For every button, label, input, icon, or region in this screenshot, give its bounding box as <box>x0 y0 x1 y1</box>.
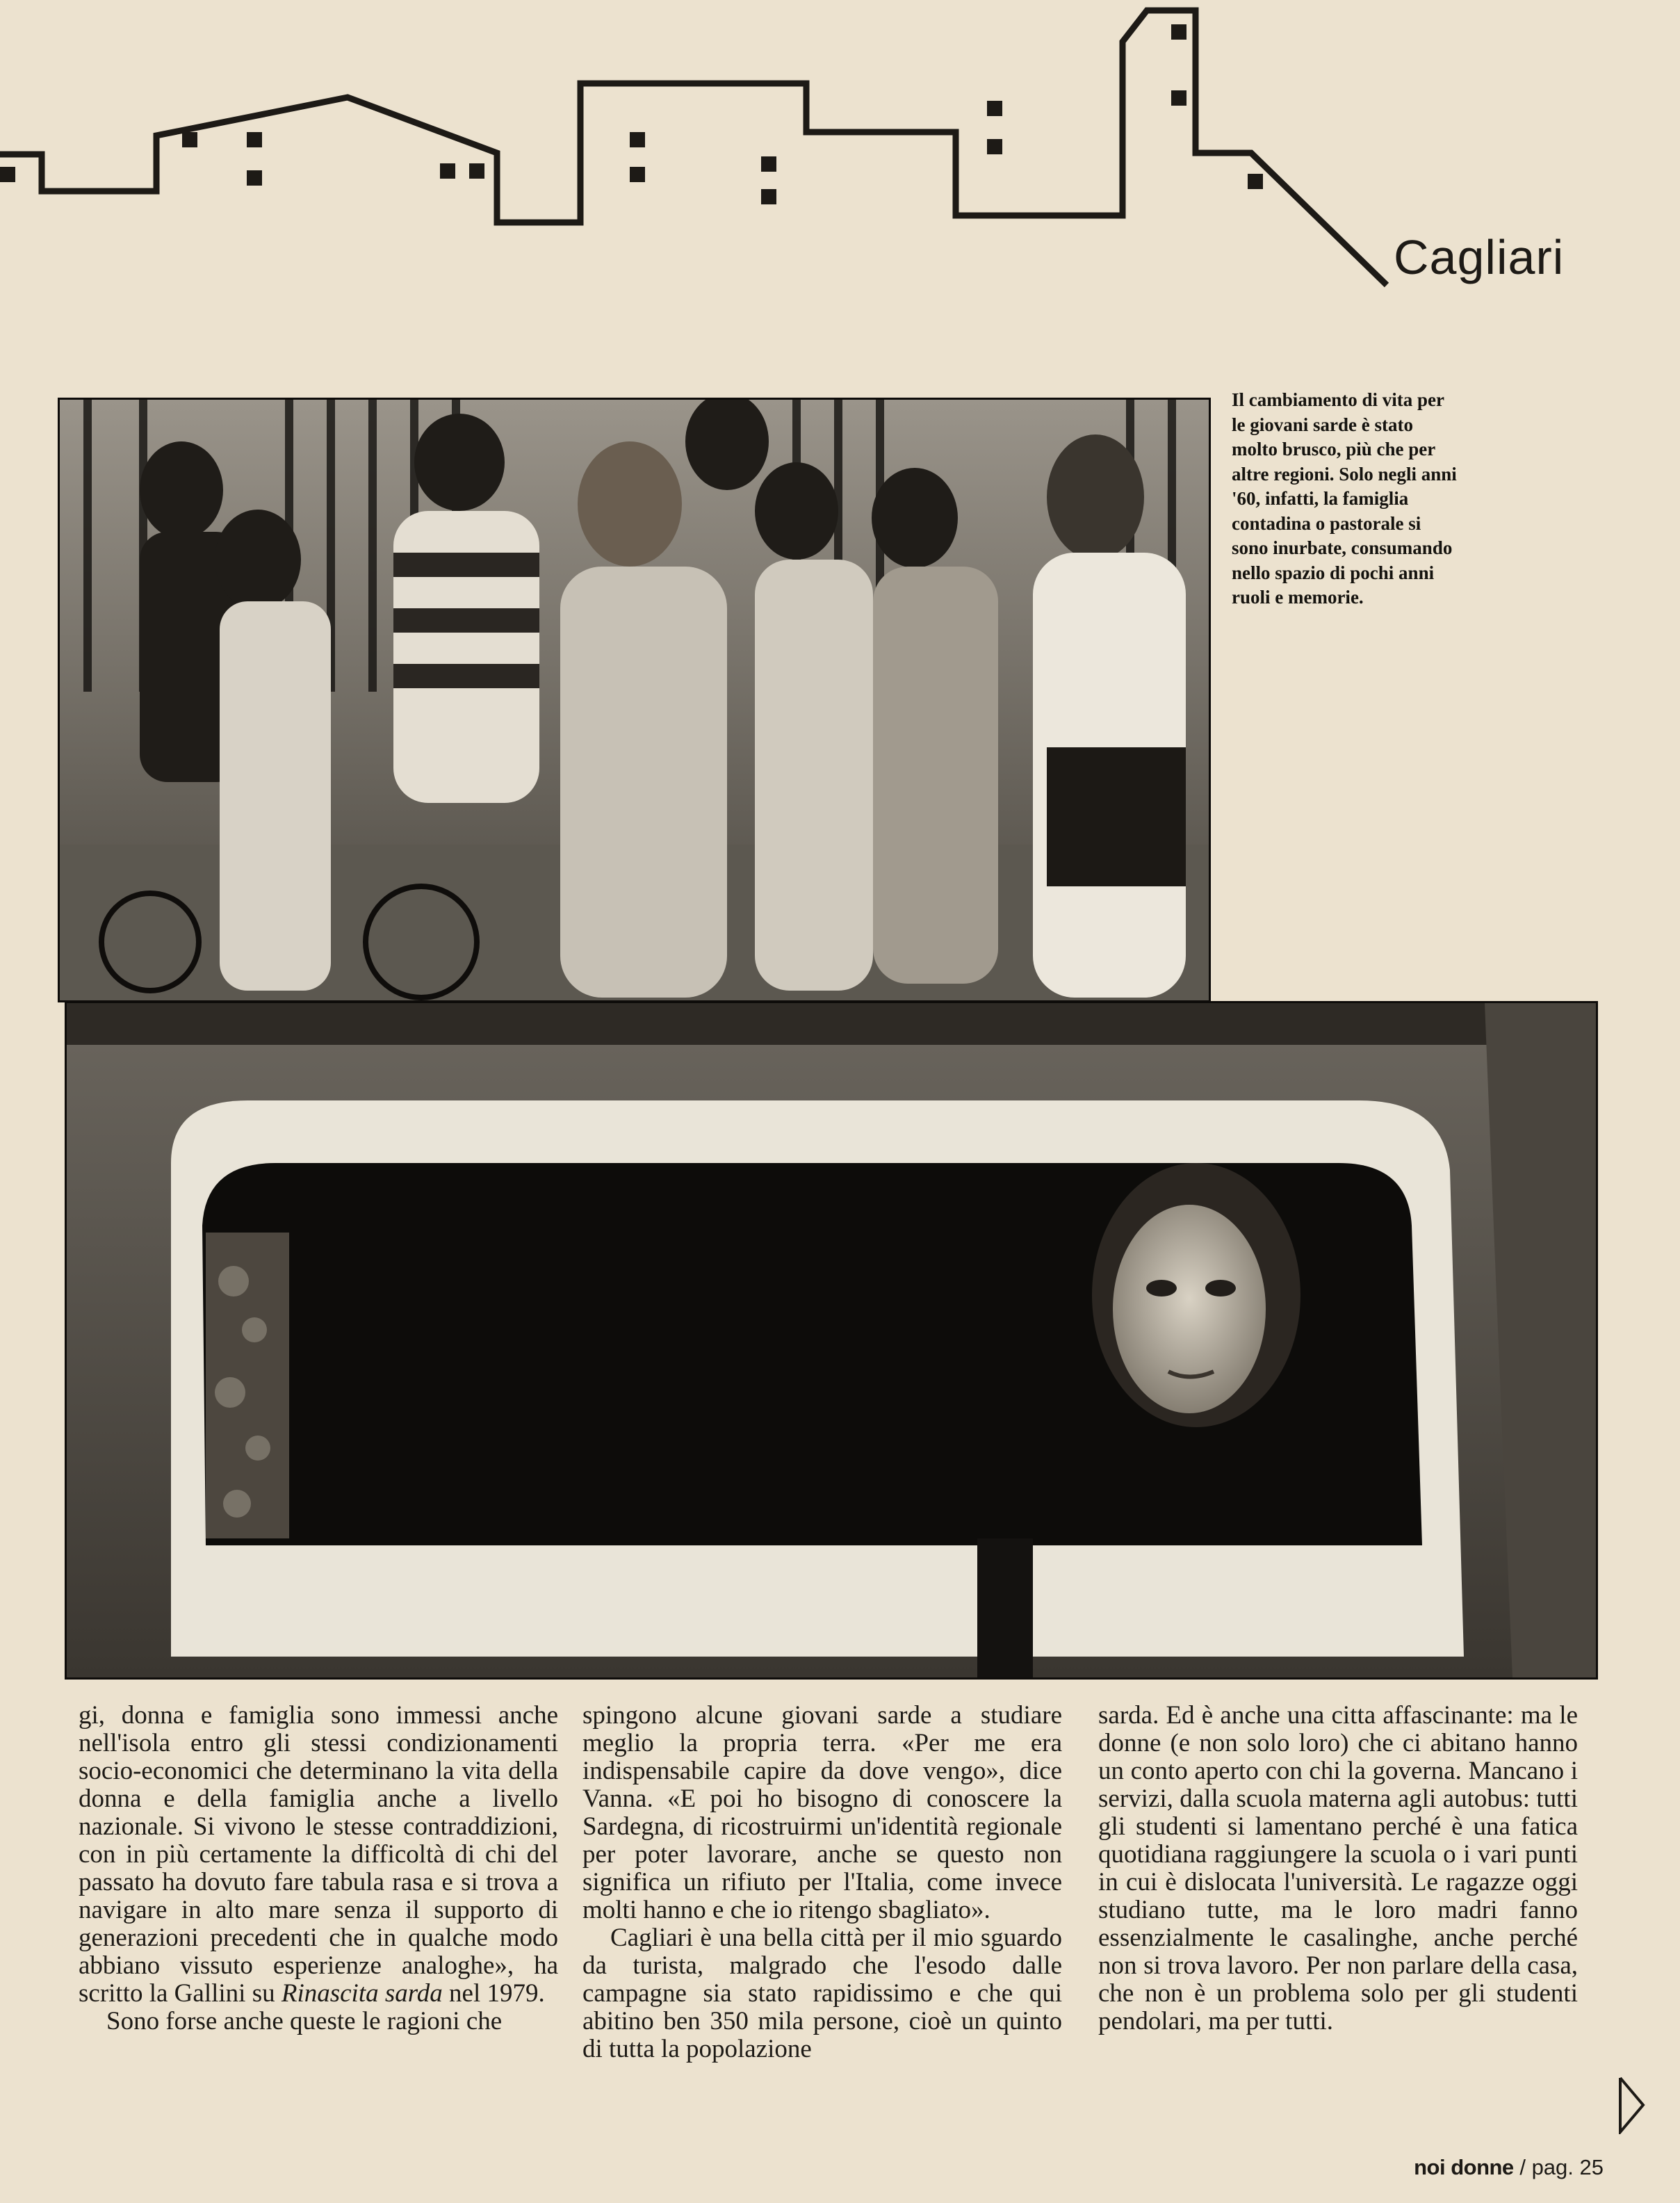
article-text: gi, donna e famiglia sono immessi anche nell'isola entro gli stessi condizionamenti socio-economici che determinano la vita della donna e della famiglia anche a livello nazionale. Si vivono le stesse contraddizioni, con in più certamente la difficoltà di chi del passato ha dovuto fare tabula rasa e si trova a navigare in alto mare senza il supporto di generazioni precedenti che in qualche modo abbiano vissuto esperienze analoghe», ha scritto la Gallini su <box>79 1701 558 2008</box>
article-paragraph: Sono forse anche queste le ragioni che <box>106 2007 503 2035</box>
article-paragraph: Cagliari è una bella città per il mio sguardo da turista, malgrado che l'esodo dalle campagne sia stato rapidissimo e che qui abitino ben 350 mila persone, cioè un quinto di tutta la popolazione <box>582 1924 1062 2063</box>
photo-caption <box>1232 388 1461 610</box>
page-footer <box>1414 2155 1604 2180</box>
article-paragraph <box>79 1702 558 2008</box>
article-text: nel 1979. <box>442 1979 545 2008</box>
article-column-2 <box>582 1702 1062 2063</box>
students-photo <box>58 398 1211 1002</box>
article-column-3 <box>1098 1702 1578 2035</box>
train-photo <box>65 1001 1598 1680</box>
continue-arrow-icon <box>1618 2076 1646 2134</box>
section-title: Cagliari <box>1394 230 1565 284</box>
publication-title: Rinascita sarda <box>281 1979 443 2008</box>
caption-text: Il cambiamento di vita per le giovani sarde è stato molto brusco, più che per altre regioni. Solo negli anni '60, infatti, la famiglia contadina o pastorale si sono inurbate, consumando nello spazio di pochi anni ruoli e memorie. <box>1232 389 1457 608</box>
page-number: pag. 25 <box>1531 2155 1604 2179</box>
train-photo-illustration <box>67 1003 1596 1677</box>
article-paragraph: spingono alcune giovani sarde a studiare meglio la propria terra. «Per me era indispensabile capire da dove vengo», dice Vanna. «E poi ho bisogno di conoscere la Sardegna, di ricostruirmi un'identità regionale per poter lavorare, anche se questo non significa un rifiuto per l'Italia, come invece molti hanno e che io ritengo sbagliato». <box>582 1701 1062 1924</box>
magazine-brand: noi donne <box>1414 2155 1514 2179</box>
article-paragraph: sarda. Ed è anche una citta affascinante: ma le donne (e non solo loro) che ci abitano hanno un conto aperto con chi la governa. Mancano i servizi, dalla scuola materna agli autobus: tutti gli studenti si lamentano perché è una fatica quotidiana raggiungere la scuola o i vari punti in cui è dislocata l'università. Le ragazze oggi studiano tutte, ma le loro madri fanno essenzialmente le casalinghe, anche perché non si trova lavoro. Per non parlare della casa, che non è un problema solo per gli studenti pendolari, ma per tutti. <box>1098 1701 1578 2035</box>
footer-separator: / <box>1519 2155 1526 2179</box>
students-photo-illustration <box>60 400 1209 1000</box>
article-column-1 <box>79 1702 558 2035</box>
